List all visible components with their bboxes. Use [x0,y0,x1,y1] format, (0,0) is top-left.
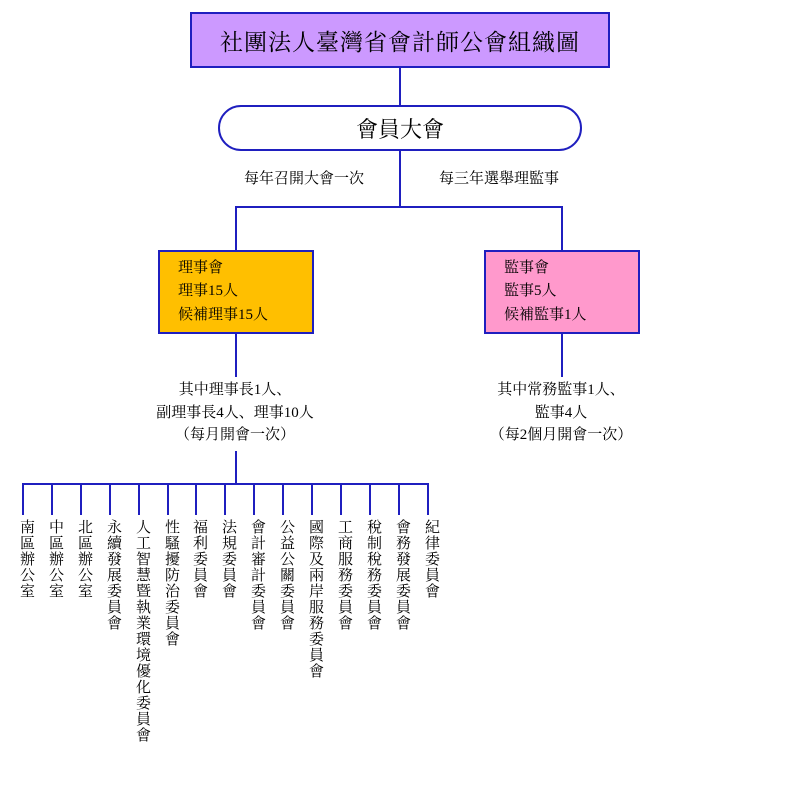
assembly-note-right: 每三年選舉理監事 [438,171,559,187]
committee-label[interactable]: 工商服務委員會 [336,519,352,631]
connector-title-to-assembly [399,68,401,105]
supervisors-note-line-1: 其中常務監事1人、 [497,382,625,398]
connector-to-directors [235,206,237,250]
org-chart-title-text: 社團法人臺灣省會計師公會組織圖 [220,29,580,55]
committee-label[interactable]: 人工智慧暨執業環境優化委員會 [134,519,150,743]
supervisors-note-line-2: 監事4人 [534,404,588,421]
committee-drop-line [369,483,371,515]
committee-label[interactable]: 會務發展委員會 [394,519,410,631]
directors-note-line-1: 其中理事長1人、 [178,382,292,398]
committee-drop-line [282,483,284,515]
committee-drop-line [398,483,400,515]
supervisors-board-node [484,250,640,334]
committee-drop-line [22,483,24,515]
directors-note-line-2: 副理事長4人、理事10人 [156,404,314,421]
connector-assembly-horizontal [235,206,563,208]
committee-drop-line [51,483,53,515]
committee-label[interactable]: 國際及兩岸服務委員會 [307,519,323,679]
supervisors-note-line-3: （每2個月開會一次） [489,427,633,443]
directors-board-node [158,250,314,334]
committee-drop-line [340,483,342,515]
org-chart-title [190,12,610,68]
committee-drop-line [427,483,429,515]
connector-assembly-down [399,151,401,206]
committee-drop-line [253,483,255,515]
committee-label[interactable]: 福利委員會 [191,519,207,599]
committee-drop-line [224,483,226,515]
committee-drop-line [138,483,140,515]
members-assembly-node [218,105,582,151]
supervisors-board-line-2: 監事5人 [504,283,557,300]
committee-drop-line [195,483,197,515]
members-assembly-label: 會員大會 [355,116,444,142]
directors-board-line-1: 理事會 [178,260,224,277]
committee-label[interactable]: 中區辦公室 [47,519,63,599]
connector-to-supervisors [561,206,563,250]
committee-label[interactable]: 稅制稅務委員會 [365,519,381,631]
committee-label[interactable]: 會計審計委員會 [249,519,265,631]
supervisors-board-line-1: 監事會 [504,260,550,277]
committee-drop-line [80,483,82,515]
directors-board-line-2: 理事15人 [178,283,239,300]
committee-drop-line [109,483,111,515]
committee-label[interactable]: 北區辦公室 [76,519,92,599]
connector-directors-to-bus [235,451,237,483]
supervisors-note [461,379,661,447]
connector-directors-down [235,334,237,377]
committee-label[interactable]: 性騷擾防治委員會 [163,519,179,647]
connector-supervisors-down [561,334,563,377]
committee-label[interactable]: 紀律委員會 [423,519,439,599]
committee-label[interactable]: 永續發展委員會 [105,519,121,631]
committee-drop-line [311,483,313,515]
committee-drop-line [167,483,169,515]
directors-board-line-3: 候補理事15人 [178,306,269,323]
committee-label[interactable]: 法規委員會 [220,519,236,599]
committee-label[interactable]: 公益公關委員會 [278,519,294,631]
directors-note [135,379,335,447]
directors-note-line-3: （每月開會一次） [174,427,295,443]
supervisors-board-line-3: 候補監事1人 [504,306,587,323]
assembly-note-left: 每年召開大會一次 [243,171,364,187]
committee-label[interactable]: 南區辦公室 [18,519,34,599]
